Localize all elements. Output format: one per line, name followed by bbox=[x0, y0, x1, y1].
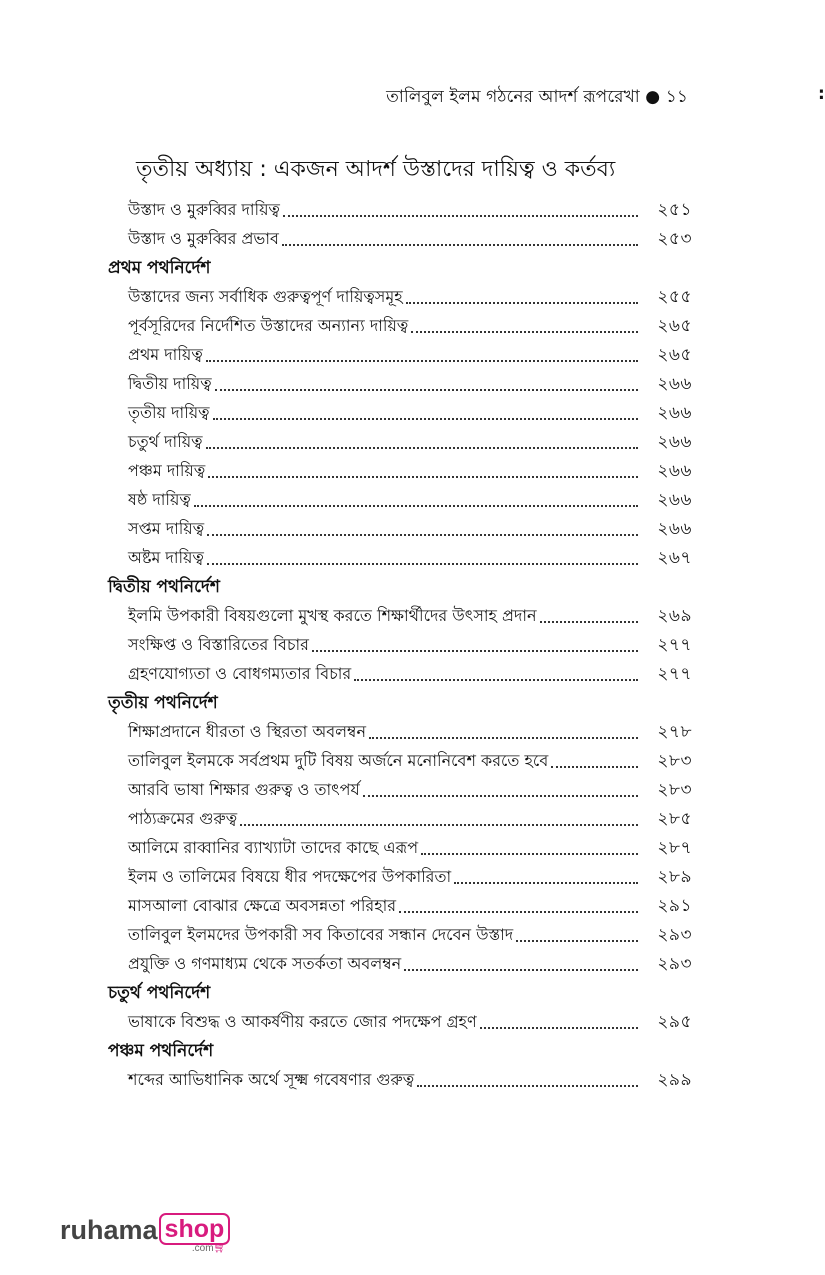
toc-page-number: ২৬৬ bbox=[657, 373, 692, 394]
toc-entry-title: গ্রহণযোগ্যতা ও বোধগম্যতার বিচার bbox=[128, 664, 352, 683]
toc-entry bbox=[108, 834, 692, 863]
toc-entry-title: আলিমে রাব্বানির ব্যাখ্যাটা তাদের কাছে এরূপ bbox=[128, 838, 419, 857]
toc-page-number: ২৬৬ bbox=[657, 489, 692, 510]
toc-entry bbox=[108, 399, 692, 428]
toc-dot-leader bbox=[454, 881, 638, 884]
toc-dot-leader bbox=[480, 1026, 638, 1029]
logo-domain: .com bbox=[191, 1243, 214, 1254]
toc-entry-title: সংক্ষিপ্ত ও বিস্তারিতের বিচার bbox=[128, 635, 309, 654]
toc-entry-title: চতুর্থ দায়িত্ব bbox=[128, 432, 203, 451]
toc-page-number: ২৬৬ bbox=[657, 402, 692, 423]
toc-dot-leader bbox=[354, 678, 638, 681]
toc-page-number: ২৫১ bbox=[657, 199, 692, 220]
toc-entry bbox=[108, 892, 692, 921]
toc-dot-leader bbox=[206, 359, 638, 362]
toc-section-title: চতুর্থ পথনির্দেশ bbox=[108, 982, 211, 1003]
toc-entry bbox=[108, 863, 692, 892]
toc-entry-title: ইলম ও তালিমের বিষয়ে ধীর পদক্ষেপের উপকারিতা bbox=[128, 867, 452, 886]
toc-entry bbox=[108, 950, 692, 979]
toc-page-number: ২৬৬ bbox=[657, 518, 692, 539]
toc-entry bbox=[108, 921, 692, 950]
toc-section-heading bbox=[108, 573, 692, 602]
toc-dot-leader bbox=[417, 1084, 638, 1087]
toc-dot-leader bbox=[551, 765, 638, 768]
toc-page-number: ২৭৮ bbox=[657, 721, 692, 742]
toc-entry-title: সপ্তম দায়িত্ব bbox=[128, 519, 205, 538]
page-edge-mark: : bbox=[818, 84, 825, 104]
toc-entry-title: প্রথম দায়িত্ব bbox=[128, 345, 203, 364]
toc-entry bbox=[108, 776, 692, 805]
toc-dot-leader bbox=[240, 823, 638, 826]
toc-dot-leader bbox=[421, 852, 638, 855]
toc-entry-title: আরবি ভাষা শিক্ষার গুরুত্ব ও তাৎপর্য bbox=[128, 780, 360, 799]
toc-section-heading bbox=[108, 979, 692, 1008]
toc-entry bbox=[108, 544, 692, 573]
chapter-title: তৃতীয় অধ্যায় : একজন আদর্শ উস্তাদের দায়িত্ব ও কর্তব্য bbox=[136, 157, 616, 182]
toc-entry-title: উস্তাদ ও মুরুব্বির দায়িত্ব bbox=[128, 200, 280, 219]
toc-entry bbox=[108, 805, 692, 834]
toc-section-title: প্রথম পথনির্দেশ bbox=[108, 257, 211, 278]
toc-entry-title: ইলমি উপকারী বিষয়গুলো মুখস্থ করতে শিক্ষার্থীদের উৎসাহ প্রদান bbox=[128, 606, 537, 625]
toc-dot-leader bbox=[207, 533, 638, 536]
toc-entry bbox=[108, 660, 692, 689]
toc-entry-title: মাসআলা বোঝার ক্ষেত্রে অবসন্নতা পরিহার bbox=[128, 896, 397, 915]
watermark-logo bbox=[60, 1213, 230, 1254]
toc-dot-leader bbox=[312, 649, 638, 652]
toc-page-number: ২৭৭ bbox=[657, 663, 692, 684]
toc-dot-leader bbox=[406, 301, 638, 304]
toc-entry-title: তৃতীয় দায়িত্ব bbox=[128, 403, 210, 422]
toc-page-number: ২৯৯ bbox=[657, 1069, 692, 1090]
toc-section-title: তৃতীয় পথনির্দেশ bbox=[108, 692, 218, 713]
toc-entry-title: শব্দের আভিধানিক অর্থে সূক্ষ্ম গবেষণার গুরুত্ব bbox=[128, 1070, 415, 1089]
toc-page-number: ২৭৭ bbox=[657, 634, 692, 655]
toc-page-number: ২৯৫ bbox=[657, 1011, 692, 1032]
toc-entry bbox=[108, 283, 692, 312]
toc-entry-title: উস্তাদের জন্য সর্বাধিক গুরুত্বপূর্ণ দায়িত্বসমূহ bbox=[128, 287, 403, 306]
toc-dot-leader bbox=[411, 330, 638, 333]
toc-page-number: ২৮৫ bbox=[657, 808, 692, 829]
toc-entry-title: পঞ্চম দায়িত্ব bbox=[128, 461, 206, 480]
toc-dot-leader bbox=[399, 910, 638, 913]
toc-entry bbox=[108, 1066, 692, 1095]
toc-page-number: ২৮৭ bbox=[657, 837, 692, 858]
toc-entry bbox=[108, 631, 692, 660]
toc-entry-title: উস্তাদ ও মুরুব্বির প্রভাব bbox=[128, 229, 279, 248]
toc-entry bbox=[108, 225, 692, 254]
toc-page-number: ২৮৩ bbox=[657, 779, 692, 800]
toc-page-number: ২৯১ bbox=[657, 895, 692, 916]
toc-entry bbox=[108, 486, 692, 515]
toc-dot-leader bbox=[194, 504, 638, 507]
toc-dot-leader bbox=[213, 417, 638, 420]
shopping-cart-icon: 🛒︎ bbox=[213, 1243, 227, 1254]
toc-dot-leader bbox=[283, 214, 638, 217]
toc-entry bbox=[108, 602, 692, 631]
toc-entry-title: ষষ্ঠ দায়িত্ব bbox=[128, 490, 191, 509]
toc-page-number: ২৫৫ bbox=[657, 286, 692, 307]
toc-entry bbox=[108, 312, 692, 341]
toc-dot-leader bbox=[540, 620, 638, 623]
toc-entry bbox=[108, 428, 692, 457]
toc-page-number: ২৬৬ bbox=[657, 460, 692, 481]
logo-brand-shop: shop bbox=[159, 1213, 231, 1245]
toc-dot-leader bbox=[207, 562, 638, 565]
toc-entry-title: পাঠ্যক্রমের গুরুত্ব bbox=[128, 809, 238, 828]
running-header: তালিবুল ইলম গঠনের আদর্শ রূপরেখা ● ১১ bbox=[386, 87, 688, 107]
toc-page-number: ২৬৫ bbox=[657, 315, 692, 336]
toc-entry bbox=[108, 718, 692, 747]
toc-entry bbox=[108, 457, 692, 486]
toc-page-number: ২৮৩ bbox=[657, 750, 692, 771]
toc-page-number: ২৬৯ bbox=[657, 605, 692, 626]
toc-dot-leader bbox=[369, 736, 638, 739]
toc-page-number: ২৫৩ bbox=[657, 228, 692, 249]
toc-dot-leader bbox=[404, 968, 638, 971]
toc-section-heading bbox=[108, 254, 692, 283]
toc-page-number: ২৬৭ bbox=[657, 547, 692, 568]
toc-page-number: ২৬৬ bbox=[657, 431, 692, 452]
toc-dot-leader bbox=[282, 243, 638, 246]
toc-entry-title: পূর্বসূরিদের নির্দেশিত উস্তাদের অন্যান্য দায়িত্ব bbox=[128, 316, 409, 335]
toc-entry bbox=[108, 1008, 692, 1037]
logo-brand-ruhama: ruhama bbox=[60, 1215, 158, 1245]
toc-entry bbox=[108, 196, 692, 225]
toc-section-title: দ্বিতীয় পথনির্দেশ bbox=[108, 576, 220, 597]
toc-dot-leader bbox=[206, 446, 638, 449]
toc-section-heading bbox=[108, 1037, 692, 1066]
toc-entry bbox=[108, 341, 692, 370]
toc-page-number: ২৮৯ bbox=[657, 866, 692, 887]
toc-entry-title: তালিবুল ইলমদের উপকারী সব কিতাবের সন্ধান দেবেন উস্তাদ bbox=[128, 925, 514, 944]
toc-page-number: ২৯৩ bbox=[657, 924, 692, 945]
toc-entry-title: দ্বিতীয় দায়িত্ব bbox=[128, 374, 212, 393]
toc-dot-leader bbox=[208, 475, 638, 478]
table-of-contents bbox=[108, 196, 692, 1095]
toc-entry bbox=[108, 370, 692, 399]
toc-section-heading bbox=[108, 689, 692, 718]
toc-entry-title: ভাষাকে বিশুদ্ধ ও আকর্ষণীয় করতে জোর পদক্ষেপ গ্রহণ bbox=[128, 1012, 477, 1031]
toc-entry-title: তালিবুল ইলমকে সর্বপ্রথম দুটি বিষয় অর্জনে মনোনিবেশ করতে হবে bbox=[128, 751, 549, 770]
toc-entry bbox=[108, 747, 692, 776]
toc-dot-leader bbox=[516, 939, 638, 942]
toc-entry bbox=[108, 515, 692, 544]
toc-page-number: ২৯৩ bbox=[657, 953, 692, 974]
toc-section-title: পঞ্চম পথনির্দেশ bbox=[108, 1040, 214, 1061]
toc-dot-leader bbox=[363, 794, 638, 797]
toc-dot-leader bbox=[215, 388, 638, 391]
toc-entry-title: অষ্টম দায়িত্ব bbox=[128, 548, 204, 567]
toc-page-number: ২৬৫ bbox=[657, 344, 692, 365]
toc-entry-title: শিক্ষাপ্রদানে ধীরতা ও স্থিরতা অবলম্বন bbox=[128, 722, 366, 741]
toc-entry-title: প্রযুক্তি ও গণমাধ্যম থেকে সতর্কতা অবলম্বন bbox=[128, 954, 402, 973]
